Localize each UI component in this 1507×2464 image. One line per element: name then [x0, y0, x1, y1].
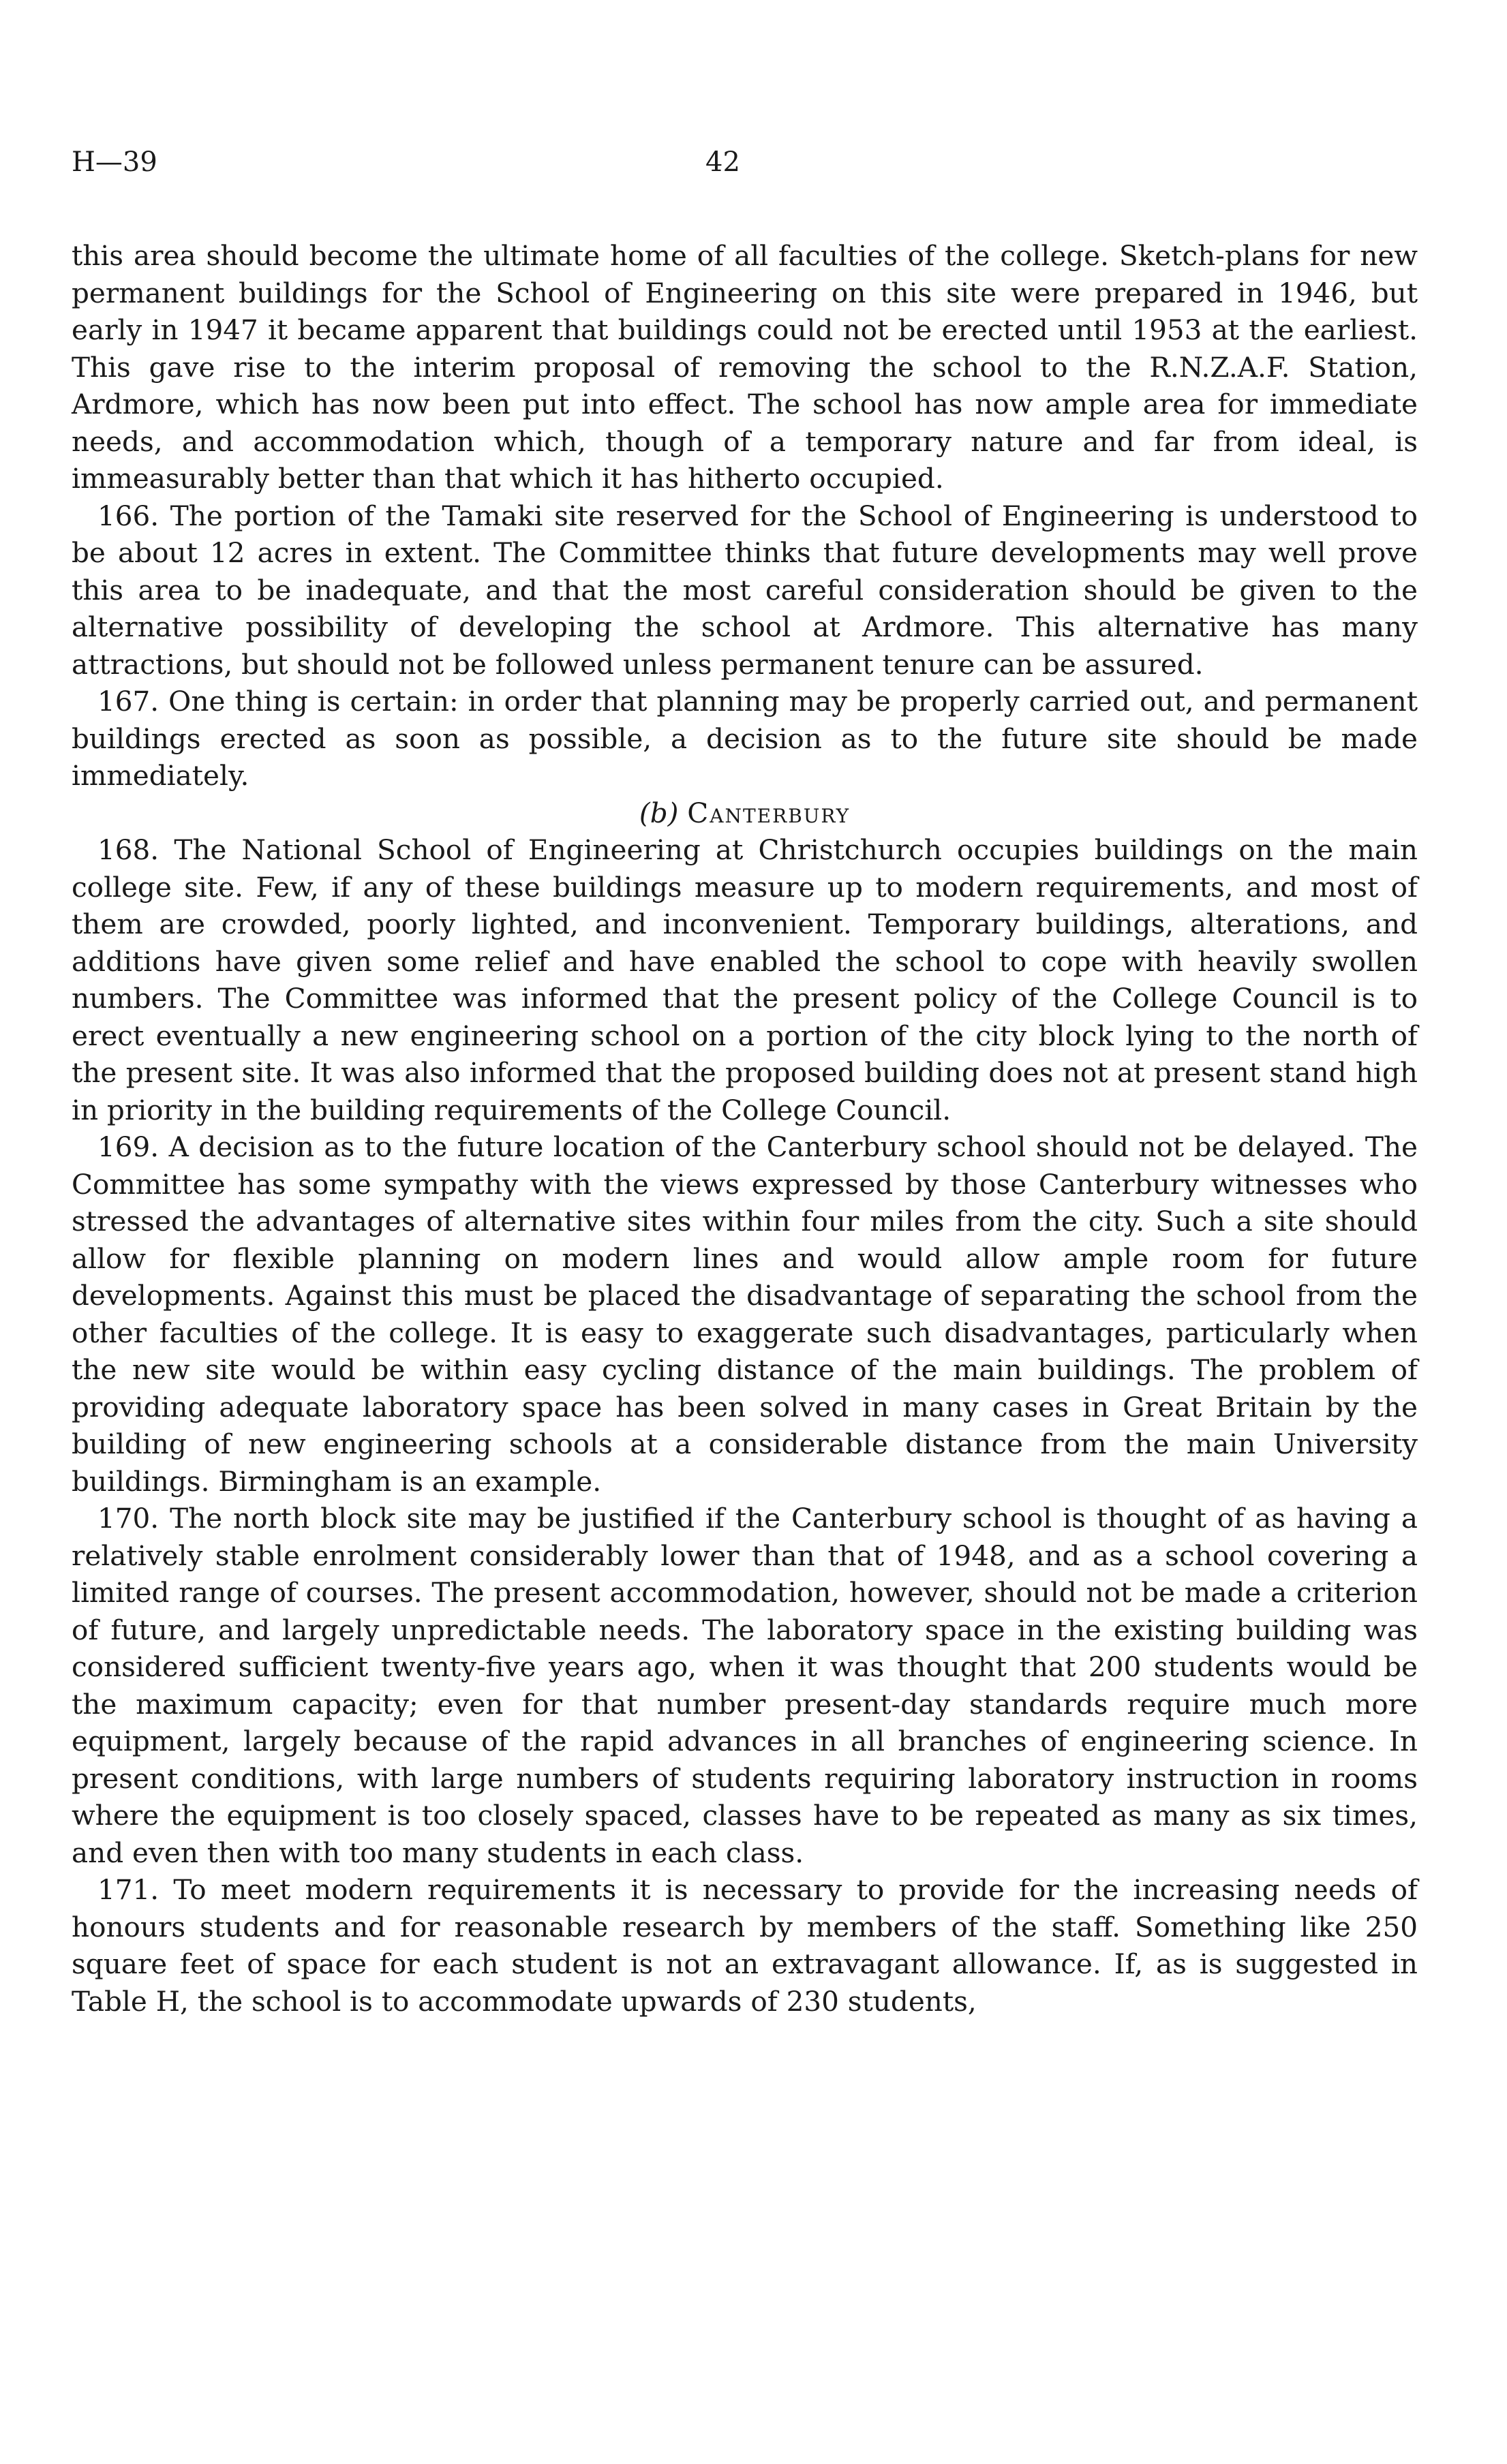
body-text: [72, 237, 1418, 2020]
paragraph-171: 171. To meet modern requirements it is necessary to provide for the increasing needs of honours students and for reasonable research by members of the staff. Something like 250 square feet of space for each student is not an extravagant allowance. If, as is suggested in Table H, the school is to accommodate upwards of 230 students,: [72, 1873, 1418, 2018]
running-header: [72, 147, 1418, 187]
paragraph-168: 168. The National School of Engineering at Christchurch occupies buildings on the main college site. Few, if any of these buildings measure up to modern requirements, and most of them are crowded, poorly lighted, and inconvenient. Temporary buildings, alterations, and additions have given some relief and have enabled the school to cope with heavily swollen numbers. The Committee was informed that the present policy of the College Council is to erect eventually a new engineering school on a portion of the city block lying to the north of the present site. It was also informed that the proposed building does not at present stand high in priority in the building requirements of the College Council.: [72, 833, 1418, 1126]
page-number: 42: [705, 147, 740, 178]
section-heading-canterbury: [72, 795, 1418, 832]
paragraph-167: 167. One thing is certain: in order that planning may be properly carried out, and permanent buildings erected as soon as possible, a decision as to the future site should be made immediately.: [72, 685, 1418, 792]
paragraph-166: 166. The portion of the Tamaki site reserved for the School of Engineering is understood to be about 12 acres in extent. The Committee thinks that future developments may well prove this area to be inadequate, and that the most careful consideration should be given to the alternative possibility of developing the school at Ardmore. This alternative has many attractions, but should not be followed unless permanent tenure can be assured.: [72, 499, 1418, 681]
document-code: H—39: [72, 147, 157, 178]
paragraph-169: 169. A decision as to the future location of the Canterbury school should not be delayed. The Committee has some sympathy with the views expressed by those Canterbury witnesses who stressed the advantages of alternative sites within four miles from the city. Such a site should allow for flexible planning on modern lines and would allow ample room for future developments. Against this must be placed the disadvantage of separating the school from the other faculties of the college. It is easy to exaggerate such disadvantages, particularly when the new site would be within easy cycling distance of the main buildings. The problem of providing adequate laboratory space has been solved in many cases in Great Britain by the building of new engineering schools at a considerable distance from the main University buildings. Birmingham is an example.: [72, 1130, 1418, 1498]
paragraph-continuation: this area should become the ultimate home of all faculties of the college. Sketch-plans for new permanent buildings for the School of Engineering on this site were prepared in 1946, but early in 1947 it became apparent that buildings could not be erected until 1953 at the earliest. This gave rise to the interim proposal of removing the school to the R.N.Z.A.F. Station, Ardmore, which has now been put into effect. The school has now ample area for immediate needs, and accommodation which, though of a temporary nature and far from ideal, is immeasurably better than that which it has hitherto occupied.: [72, 239, 1418, 495]
section-heading-title: Canterbury: [687, 796, 851, 829]
section-heading-prefix: (b): [639, 796, 679, 829]
paragraph-170: 170. The north block site may be justified if the Canterbury school is thought of as having a relatively stable enrolment considerably lower than that of 1948, and as a school covering a limited range of courses. The present accommodation, however, should not be made a criterion of future, and largely unpredictable needs. The laboratory space in the existing building was considered sufficient twenty-five years ago, when it was thought that 200 students would be the maximum capacity; even for that number present-day standards require much more equipment, largely because of the rapid advances in all branches of engineering science. In present conditions, with large numbers of students requiring laboratory instruction in rooms where the equipment is too closely spaced, classes have to be repeated as many as six times, and even then with too many students in each class.: [72, 1502, 1418, 1869]
